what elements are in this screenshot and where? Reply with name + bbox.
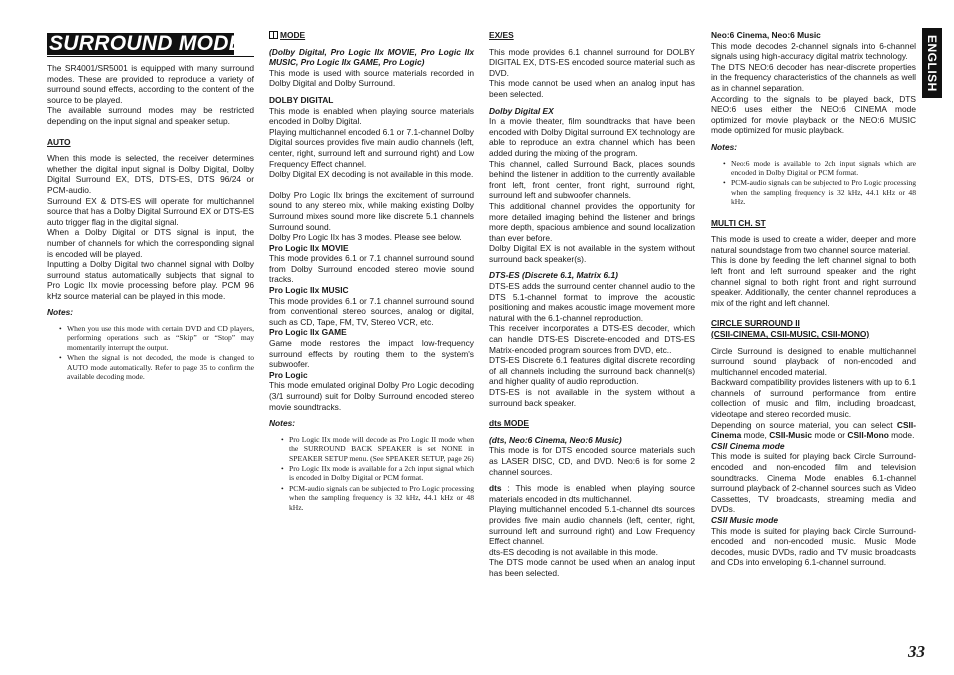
- csii-cinema-term: CSII-Cinema: [711, 419, 916, 441]
- note-item: • PCM-audio signals can be subjected to Pro Logic processing when the sampling frequency is 32 kHz, 44.1 kHz or 48 kHz.: [731, 178, 916, 206]
- neo6-paragraph: According to the signals to be played back, DTS NEO:6 uses either the NEO:6 CINEMA mode optimized for movie playback or the NEO:6 MUSIC mode optimized for music playback.: [711, 93, 916, 136]
- dd-ex-paragraph: Dolby Digital EX is not available in the system without surround back speaker(s).: [489, 243, 695, 264]
- csii-music-heading: CSII Music mode: [711, 515, 779, 525]
- auto-notes-label: Notes:: [47, 307, 74, 318]
- pl2x-music-heading: Pro Logic IIx MUSIC: [269, 285, 349, 296]
- csii-depending-text: mode.: [888, 430, 915, 441]
- csii-mono-term: CSII-Mono: [847, 430, 889, 441]
- auto-paragraph: Surround EX & DTS-ES will operate for multichannel source that has a Dolby Digital Surround EX or DTS-ES auto trigger flag in the digital signal.: [47, 195, 254, 227]
- dd-ex-paragraph: This additional channel provides the opportunity for more detailed imaging behind the listener and brings more depth, spacious ambience and sound localization than ever before.: [489, 200, 695, 243]
- multi-ch-heading: MULTI CH. ST: [711, 217, 766, 228]
- csii-depending-text: Depending on source material, you can select: [711, 419, 897, 430]
- note-item: • When you use this mode with certain DVD and CD players, performing operations such as “Skip” or “Stop” may momentarily interrupt the output.: [67, 324, 254, 352]
- pl2x-game-text: Game mode restores the impact low-frequency surround effects by routing them to the system's subwoofer.: [269, 338, 474, 370]
- dts-es-paragraph: DTS-ES is not available in the system without a surround back speaker.: [489, 387, 695, 408]
- dd-ex-heading: Dolby Digital EX: [489, 105, 554, 116]
- pl2x-movie-heading: Pro Logic IIx MOVIE: [269, 242, 349, 253]
- note-item: • PCM-audio signals can be subjected to Pro Logic processing when the sampling frequency is 32 kHz, 44.1 kHz or 48 kHz.: [289, 484, 474, 512]
- note-item: • Neo:6 mode is available to 2ch input signals which are encoded in Dolby Digital or PCM format.: [731, 159, 916, 178]
- dts-es-paragraph: This receiver incorporates a DTS-ES decoder, which can handle DTS-ES Discrete-encoded and DTS-ES Matrix-encoded program sources from DVD, etc..: [489, 323, 695, 355]
- csii-depending-text: mode or: [812, 430, 848, 441]
- pl2x-music-text: This mode provides 6.1 or 7.1 channel surround sound from conventional stereo sources, analog or digital, such as CD, Tape, FM, TV, Stereo VCR, etc.: [269, 295, 474, 327]
- dts-more-paragraph: Playing multichannel encoded 5.1-channel dts sources provides five main audio channels (left, center, right, surround left and surround right) and Low Frequency Effect channel.: [489, 504, 695, 547]
- dolby-digital-paragraph: This mode is enabled when playing source materials encoded in Dolby Digital.: [269, 105, 474, 127]
- dts-es-paragraph: DTS-ES adds the surround center channel audio to the DTS 5.1-channel format to improve the acoustic positioning and makes acoustic image movement more natural with the 6.1-channel reproduction.: [489, 281, 695, 323]
- csii-depending-paragraph: [711, 420, 916, 441]
- auto-heading: AUTO: [47, 136, 71, 147]
- dolby-digital-heading: DOLBY DIGITAL: [269, 94, 334, 105]
- auto-notes-list: [47, 324, 254, 381]
- dts-es-paragraph: DTS-ES Discrete 6.1 features digital discrete recording of all channels including the surround back channel(s) and higher quality of audio reproduction.: [489, 355, 695, 387]
- dts-more-paragraph: dts-ES decoding is not available in this mode.: [489, 546, 658, 557]
- dolby-double-d-icon: [269, 31, 278, 39]
- page-title: SURROUND MODE: [49, 32, 244, 55]
- csii-paragraph: Circle Surround is designed to enable multichannel surround sound playback of non-encoded and multichannel encoded material.: [711, 345, 916, 377]
- neo6-notes-list: [711, 159, 916, 207]
- prologic-heading: Pro Logic: [269, 369, 308, 380]
- note-item: • Pro Logic IIx mode will decode as Pro Logic II mode when the SURROUND BACK SPEAKER is set NONE in SPEAKER SETUP menu. (See SPEAKER SETUP, page 26): [289, 435, 474, 463]
- dd-mode-heading-text: MODE: [280, 30, 306, 40]
- dolby-digital-paragraph: Dolby Digital EX decoding is not available in this mode.: [269, 169, 474, 180]
- pl2x-paragraph: Dolby Pro Logic IIx brings the excitement of surround sound to any stereo mix, while making existing Dolby Surround mixes sound more like discrete 5.1 channels Surround sound.: [269, 189, 474, 232]
- dts-es-heading: DTS-ES (Discrete 6.1, Matrix 6.1): [489, 270, 618, 281]
- csii-music-text: This mode is suited for playing back Circle Surround-encoded and non-encoded music. Music Mode decodes, music DVDs, radio and TV music broadcasts and CDs into enveloping 6.1-channel surround.: [711, 525, 916, 568]
- dts-more-paragraph: The DTS mode cannot be used when an analog input has been selected.: [489, 557, 695, 578]
- ex-es-paragraph: This mode cannot be used when an analog input has been selected.: [489, 78, 695, 99]
- csii-cinema-text: This mode is suited for playing back Circle Surround-encoded and non-encoded film and television soundtracks. Cinema Mode enables 6.1-channel surround playback of 2-channel sources such as Video Cassettes, TV broadcasts, streaming media and DVDs.: [711, 451, 916, 515]
- column-4: [711, 30, 916, 568]
- auto-paragraph: When a Dolby Digital or DTS signal is input, the number of channels for which the corresponding signal is encoded will be played.: [47, 227, 254, 259]
- language-label: ENGLISH: [925, 34, 939, 92]
- neo6-paragraph: The DTS NEO:6 decoder has near-discrete properties in the frequency characteristics of the channels as well as in channel separation.: [711, 61, 916, 93]
- page-number: 33: [908, 642, 925, 661]
- column-1: [47, 63, 254, 383]
- dolby-digital-paragraph: Playing multichannel encoded 6.1 or 7.1-channel Dolby Digital sources provides five main audio channels (left, center, right, surround left and surround right) and Low Frequency Effect channel.: [269, 126, 474, 169]
- intro-paragraph: The SR4001/SR5001 is equipped with many surround modes. These are provided to reproduce a variety of surround sound effects, according to the content of the source to be played.: [47, 63, 254, 105]
- csii-heading-modes: (CSII-CINEMA, CSII-MUSIC, CSII-MONO): [711, 328, 870, 339]
- title-rule: [47, 56, 254, 57]
- column-2: [269, 30, 474, 513]
- prologic-text: This mode emulated original Dolby Pro Logic decoding (3/1 surround) suit for Dolby Surround encoded stereo movie soundtracks.: [269, 380, 474, 412]
- dts-mode-heading: dts MODE: [489, 418, 530, 429]
- dd-mode-subtitle: (Dolby Digital, Pro Logic IIx MOVIE, Pro Logic IIx MUSIC, Pro Logic IIx GAME, Pro Logic): [269, 46, 474, 68]
- multi-ch-paragraph: This mode is used to create a wider, deeper and more natural soundstage from two channel source material.: [711, 234, 916, 255]
- csii-paragraph: Backward compatibility provides listeners with up to 6.1 channels of surround performance from entire collection of music and film, including broadcast, videotape and stereo recorded music.: [711, 377, 916, 420]
- neo6-paragraph: This mode decodes 2-channel signals into 6-channel signals using high-accuracy digital matrix technology.: [711, 40, 916, 62]
- column-3: [489, 30, 695, 579]
- pl2x-movie-text: This mode provides 6.1 or 7.1 channel surround sound from Dolby Surround encoded stereo movie sound tracks.: [269, 253, 474, 285]
- dd-notes-label: Notes:: [269, 418, 296, 429]
- dts-mode-subtitle: (dts, Neo:6 Cinema, Neo:6 Music): [489, 434, 622, 445]
- dd-mode-heading: [269, 30, 474, 41]
- auto-paragraph: When this mode is selected, the receiver determines whether the digital input signal is Dolby Digital, Dolby Digital Surround EX, DTS, DTS-ES, DTS 96/24 or PCM-audio.: [47, 153, 254, 195]
- csii-cinema-heading: CSII Cinema mode: [711, 440, 785, 451]
- ex-es-paragraph: This mode provides 6.1 channel surround for DOLBY DIGITAL EX, DTS-ES encoded source material such as DVD.: [489, 46, 695, 78]
- ex-es-heading: EX/ES: [489, 30, 514, 40]
- auto-paragraph: Inputting a Dolby Digital two channel signal with Dolby surround status automatically subjects that signal to Pro Logic IIx movie processing before play. PCM 96 kHz source material can be played in this mode.: [47, 259, 254, 301]
- dts-paragraph: [489, 483, 695, 504]
- pl2x-paragraph: Dolby Pro Logic IIx has 3 modes. Please see below.: [269, 232, 462, 243]
- dd-ex-paragraph: In a movie theater, film soundtracks that have been encoded with Dolby Digital surround EX technology are able to reproduce an extra channel which has been added during the mixing of the program.: [489, 116, 695, 158]
- dts-term-text: : This mode is enabled when playing source materials encoded in dts multichannel.: [489, 483, 695, 504]
- multi-ch-paragraph: This is done by feeding the left channel signal to both left front and left surround speaker and the right channel signal to both right front and right surround speaker. Additionally, the center channel reproduces a mix of the right and left channel.: [711, 255, 916, 308]
- dd-ex-paragraph: This channel, called Surround Back, places sounds behind the listener in addition to the currently available front left, front center, front right, surround right, surround left and subwoofer channels.: [489, 158, 695, 201]
- pl2x-game-heading: Pro Logic IIx GAME: [269, 327, 347, 338]
- dts-term: dts: [489, 483, 502, 494]
- csii-heading: CIRCLE SURROUND II: [711, 318, 800, 329]
- neo6-notes-label: Notes:: [711, 141, 738, 152]
- dts-mode-intro: This mode is for DTS encoded source materials such as LASER DISC, CD, and DVD. Neo:6 is for some 2 channel sources.: [489, 445, 695, 477]
- dd-mode-intro: This mode is used with source materials recorded in Dolby Digital and Dolby Surround.: [269, 67, 474, 89]
- csii-music-term: CSII-Music: [769, 430, 813, 441]
- note-item: • When the signal is not decoded, the mode is changed to AUTO mode automatically. Refer to page 35 to confirm the available decoding mode.: [67, 353, 254, 381]
- note-item: • Pro Logic IIx mode is available for a 2ch input signal which is encoded in Dolby Digital or PCM format.: [289, 464, 474, 483]
- neo6-heading: Neo:6 Cinema, Neo:6 Music: [711, 30, 821, 40]
- dd-notes-list: [269, 435, 474, 512]
- intro-paragraph: The available surround modes may be restricted depending on the input signal and speaker setup.: [47, 105, 254, 126]
- csii-depending-text: mode,: [741, 430, 770, 441]
